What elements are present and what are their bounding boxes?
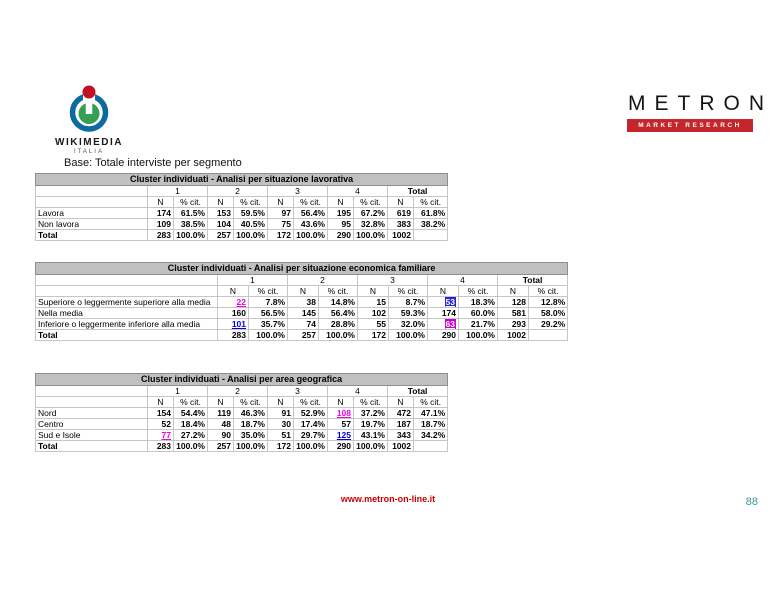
sub-header-cell: % cit. <box>249 286 288 297</box>
table-cell: 27.2% <box>174 430 208 441</box>
row-label: Inferiore o leggermente inferiore alla media <box>36 319 218 330</box>
table-cell: 104 <box>208 219 234 230</box>
table-cell: 257 <box>208 230 234 241</box>
table-cell: 40.5% <box>234 219 268 230</box>
column-group-header: 2 <box>208 386 268 397</box>
table-cell: 55 <box>358 319 389 330</box>
corner-cell <box>36 275 218 286</box>
sub-header-cell: N <box>208 197 234 208</box>
sub-header-cell: N <box>358 286 389 297</box>
table-cell: 32.0% <box>389 319 428 330</box>
table-cell: 61.8% <box>414 208 448 219</box>
row-label: Nella media <box>36 308 218 319</box>
table-cell: 283 <box>148 441 174 452</box>
sub-header-cell: N <box>268 397 294 408</box>
table-cell: 29.7% <box>294 430 328 441</box>
column-group-header: Total <box>498 275 568 286</box>
table-cell: 12.8% <box>529 297 568 308</box>
table-cell: 1002 <box>388 230 414 241</box>
linked-value[interactable]: 101 <box>231 319 246 329</box>
sub-header-cell: % cit. <box>234 397 268 408</box>
table-cell <box>428 297 459 308</box>
table-cell: 187 <box>388 419 414 430</box>
table-cell: 257 <box>208 441 234 452</box>
corner-cell <box>36 386 148 397</box>
sub-header-cell: % cit. <box>174 397 208 408</box>
table-cell: 43.1% <box>354 430 388 441</box>
row-label: Superiore o leggermente superiore alla media <box>36 297 218 308</box>
table-cell: 581 <box>498 308 529 319</box>
table-row <box>36 330 568 341</box>
table-cell: 174 <box>428 308 459 319</box>
table-cell: 97 <box>268 208 294 219</box>
table-cell: 100.0% <box>174 230 208 241</box>
table-cell: 54.4% <box>174 408 208 419</box>
table-cell: 37.2% <box>354 408 388 419</box>
column-group-header: 1 <box>148 386 208 397</box>
table-cell: 32.8% <box>354 219 388 230</box>
table-row <box>36 308 568 319</box>
table-cell: 8.7% <box>389 297 428 308</box>
table-cell: 172 <box>268 441 294 452</box>
table-cell: 100.0% <box>354 441 388 452</box>
table-cell: 19.7% <box>354 419 388 430</box>
table-cell: 100.0% <box>354 230 388 241</box>
row-label: Nord <box>36 408 148 419</box>
sub-header-cell: N <box>288 286 319 297</box>
table-cell: 43.6% <box>294 219 328 230</box>
table-cell: 257 <box>288 330 319 341</box>
table-cell: 109 <box>148 219 174 230</box>
sub-header-cell: % cit. <box>294 397 328 408</box>
table-cell: 46.3% <box>234 408 268 419</box>
table-cell: 1002 <box>388 441 414 452</box>
table-cell <box>148 430 174 441</box>
table-cell: 59.5% <box>234 208 268 219</box>
table-row <box>36 441 448 452</box>
table-cell: 100.0% <box>389 330 428 341</box>
sub-header-cell: N <box>148 197 174 208</box>
linked-value[interactable]: 125 <box>336 430 351 440</box>
sub-header-cell: % cit. <box>319 286 358 297</box>
corner-cell <box>36 197 148 208</box>
table-cell: 619 <box>388 208 414 219</box>
table-cell: 61.5% <box>174 208 208 219</box>
corner-cell <box>36 186 148 197</box>
table-cell: 28.8% <box>319 319 358 330</box>
group-header-row <box>36 275 568 286</box>
table-cell: 283 <box>218 330 249 341</box>
column-group-header: 1 <box>218 275 288 286</box>
sub-header-cell: % cit. <box>354 397 388 408</box>
table-cell: 34.2% <box>414 430 448 441</box>
sub-header-cell: N <box>498 286 529 297</box>
table-cell: 56.4% <box>294 208 328 219</box>
row-label: Non lavora <box>36 219 148 230</box>
table-cell: 100.0% <box>234 441 268 452</box>
table-cell: 172 <box>268 230 294 241</box>
table-cell <box>328 430 354 441</box>
table-cell: 145 <box>288 308 319 319</box>
table-cell: 100.0% <box>234 230 268 241</box>
sub-header-row <box>36 397 448 408</box>
group-header-row <box>36 186 448 197</box>
table-situazione-economica-familiare <box>35 262 567 341</box>
table-cell: 58.0% <box>529 308 568 319</box>
sub-header-cell: N <box>328 397 354 408</box>
linked-value[interactable]: 108 <box>336 408 351 418</box>
table-row <box>36 208 448 219</box>
table-cell: 343 <box>388 430 414 441</box>
row-label: Sud e Isole <box>36 430 148 441</box>
sub-header-cell: N <box>388 197 414 208</box>
sub-header-cell: % cit. <box>354 197 388 208</box>
row-label: Total <box>36 330 218 341</box>
table-cell <box>529 330 568 341</box>
sub-header-cell: N <box>218 286 249 297</box>
table-cell: 48 <box>208 419 234 430</box>
table-cell: 119 <box>208 408 234 419</box>
table-cell: 160 <box>218 308 249 319</box>
sub-header-cell: N <box>208 397 234 408</box>
sub-header-cell: N <box>328 197 354 208</box>
row-label: Lavora <box>36 208 148 219</box>
table-cell: 17.4% <box>294 419 328 430</box>
column-group-header: 2 <box>208 186 268 197</box>
footer-website-link[interactable]: www.metron-on-line.it <box>340 494 436 504</box>
table-cell: 60.0% <box>459 308 498 319</box>
table-cell: 90 <box>208 430 234 441</box>
table-row <box>36 419 448 430</box>
table-cell: 174 <box>148 208 174 219</box>
row-label: Centro <box>36 419 148 430</box>
table-row <box>36 297 568 308</box>
table-cell: 154 <box>148 408 174 419</box>
table-cell: 21.7% <box>459 319 498 330</box>
table-cell: 153 <box>208 208 234 219</box>
table-row <box>36 319 568 330</box>
table-cell: 283 <box>148 230 174 241</box>
sub-header-cell: % cit. <box>174 197 208 208</box>
table-cell: 91 <box>268 408 294 419</box>
table-cell: 100.0% <box>294 441 328 452</box>
table-cell: 293 <box>498 319 529 330</box>
table-cell: 38.5% <box>174 219 208 230</box>
column-group-header: Total <box>388 186 448 197</box>
table-cell: 18.7% <box>234 419 268 430</box>
wikimedia-italia-logo <box>34 84 144 155</box>
table-cell: 56.4% <box>319 308 358 319</box>
table-cell <box>414 441 448 452</box>
linked-value[interactable]: 77 <box>161 430 171 440</box>
column-group-header: 1 <box>148 186 208 197</box>
base-note: Base: Totale interviste per segmento <box>64 157 242 169</box>
table-cell: 29.2% <box>529 319 568 330</box>
table-cell: 128 <box>498 297 529 308</box>
table-cell: 1002 <box>498 330 529 341</box>
sub-header-cell: % cit. <box>414 397 448 408</box>
table-cell: 7.8% <box>249 297 288 308</box>
table-cell: 38 <box>288 297 319 308</box>
table-cell: 59.3% <box>389 308 428 319</box>
table-cell: 14.8% <box>319 297 358 308</box>
wikimedia-italia-label: ITALIA <box>74 149 104 155</box>
sub-header-cell: N <box>268 197 294 208</box>
sub-header-cell: N <box>148 397 174 408</box>
sub-header-cell: N <box>428 286 459 297</box>
table-cell: 472 <box>388 408 414 419</box>
table-cell <box>414 230 448 241</box>
sub-header-cell: % cit. <box>294 197 328 208</box>
table-cell: 100.0% <box>294 230 328 241</box>
table-title: Cluster individuati - Analisi per situazione economica familiare <box>36 263 568 275</box>
table-cell: 100.0% <box>174 441 208 452</box>
linked-value[interactable]: 22 <box>236 297 246 307</box>
table-title-row <box>36 374 448 386</box>
table-cell: 100.0% <box>319 330 358 341</box>
metron-tagline: MARKET RESEARCH <box>627 119 753 132</box>
sub-header-cell: % cit. <box>529 286 568 297</box>
table-cell: 56.5% <box>249 308 288 319</box>
column-group-header: 4 <box>428 275 498 286</box>
table-cell: 102 <box>358 308 389 319</box>
table-cell <box>428 319 459 330</box>
table-cell: 18.4% <box>174 419 208 430</box>
corner-cell <box>36 397 148 408</box>
group-header-row <box>36 386 448 397</box>
table-cell: 75 <box>268 219 294 230</box>
table-cell: 47.1% <box>414 408 448 419</box>
metron-logo <box>622 92 773 132</box>
table-cell: 290 <box>428 330 459 341</box>
table-row <box>36 230 448 241</box>
table-cell: 67.2% <box>354 208 388 219</box>
row-label: Total <box>36 230 148 241</box>
table-cell: 18.3% <box>459 297 498 308</box>
table-cell: 100.0% <box>459 330 498 341</box>
column-group-header: 3 <box>268 186 328 197</box>
linked-value[interactable]: 63 <box>445 319 455 329</box>
linked-value[interactable]: 53 <box>445 297 455 307</box>
wikimedia-mark-icon <box>64 84 114 136</box>
table-row <box>36 219 448 230</box>
metron-wordmark: METRON <box>628 92 773 115</box>
table-cell: 74 <box>288 319 319 330</box>
table-cell: 383 <box>388 219 414 230</box>
sub-header-row <box>36 286 568 297</box>
row-label: Total <box>36 441 148 452</box>
table-row <box>36 430 448 441</box>
column-group-header: 4 <box>328 386 388 397</box>
table-title: Cluster individuati - Analisi per situazione lavorativa <box>36 174 448 186</box>
table-title-row <box>36 263 568 275</box>
column-group-header: 3 <box>358 275 428 286</box>
table-situazione-lavorativa <box>35 173 447 241</box>
table-cell: 35.0% <box>234 430 268 441</box>
table-row <box>36 408 448 419</box>
column-group-header: 2 <box>288 275 358 286</box>
table-cell: 290 <box>328 441 354 452</box>
column-group-header: Total <box>388 386 448 397</box>
sub-header-row <box>36 197 448 208</box>
table-cell: 195 <box>328 208 354 219</box>
sub-header-cell: N <box>388 397 414 408</box>
table-area-geografica <box>35 373 447 452</box>
table-cell: 35.7% <box>249 319 288 330</box>
table-title-row <box>36 174 448 186</box>
page-number: 88 <box>745 496 758 508</box>
table-cell: 52 <box>148 419 174 430</box>
table-cell: 18.7% <box>414 419 448 430</box>
wikimedia-wordmark: WIKIMEDIA <box>55 137 123 148</box>
table-cell <box>328 408 354 419</box>
table-cell: 57 <box>328 419 354 430</box>
table-cell: 51 <box>268 430 294 441</box>
sub-header-cell: % cit. <box>234 197 268 208</box>
sub-header-cell: % cit. <box>389 286 428 297</box>
corner-cell <box>36 286 218 297</box>
table-cell: 95 <box>328 219 354 230</box>
table-cell: 15 <box>358 297 389 308</box>
table-cell <box>218 297 249 308</box>
table-cell: 172 <box>358 330 389 341</box>
table-cell: 30 <box>268 419 294 430</box>
column-group-header: 4 <box>328 186 388 197</box>
table-cell: 100.0% <box>249 330 288 341</box>
table-title: Cluster individuati - Analisi per area geografica <box>36 374 448 386</box>
sub-header-cell: % cit. <box>414 197 448 208</box>
sub-header-cell: % cit. <box>459 286 498 297</box>
column-group-header: 3 <box>268 386 328 397</box>
table-cell: 52.9% <box>294 408 328 419</box>
table-cell: 290 <box>328 230 354 241</box>
table-cell: 38.2% <box>414 219 448 230</box>
table-cell <box>218 319 249 330</box>
